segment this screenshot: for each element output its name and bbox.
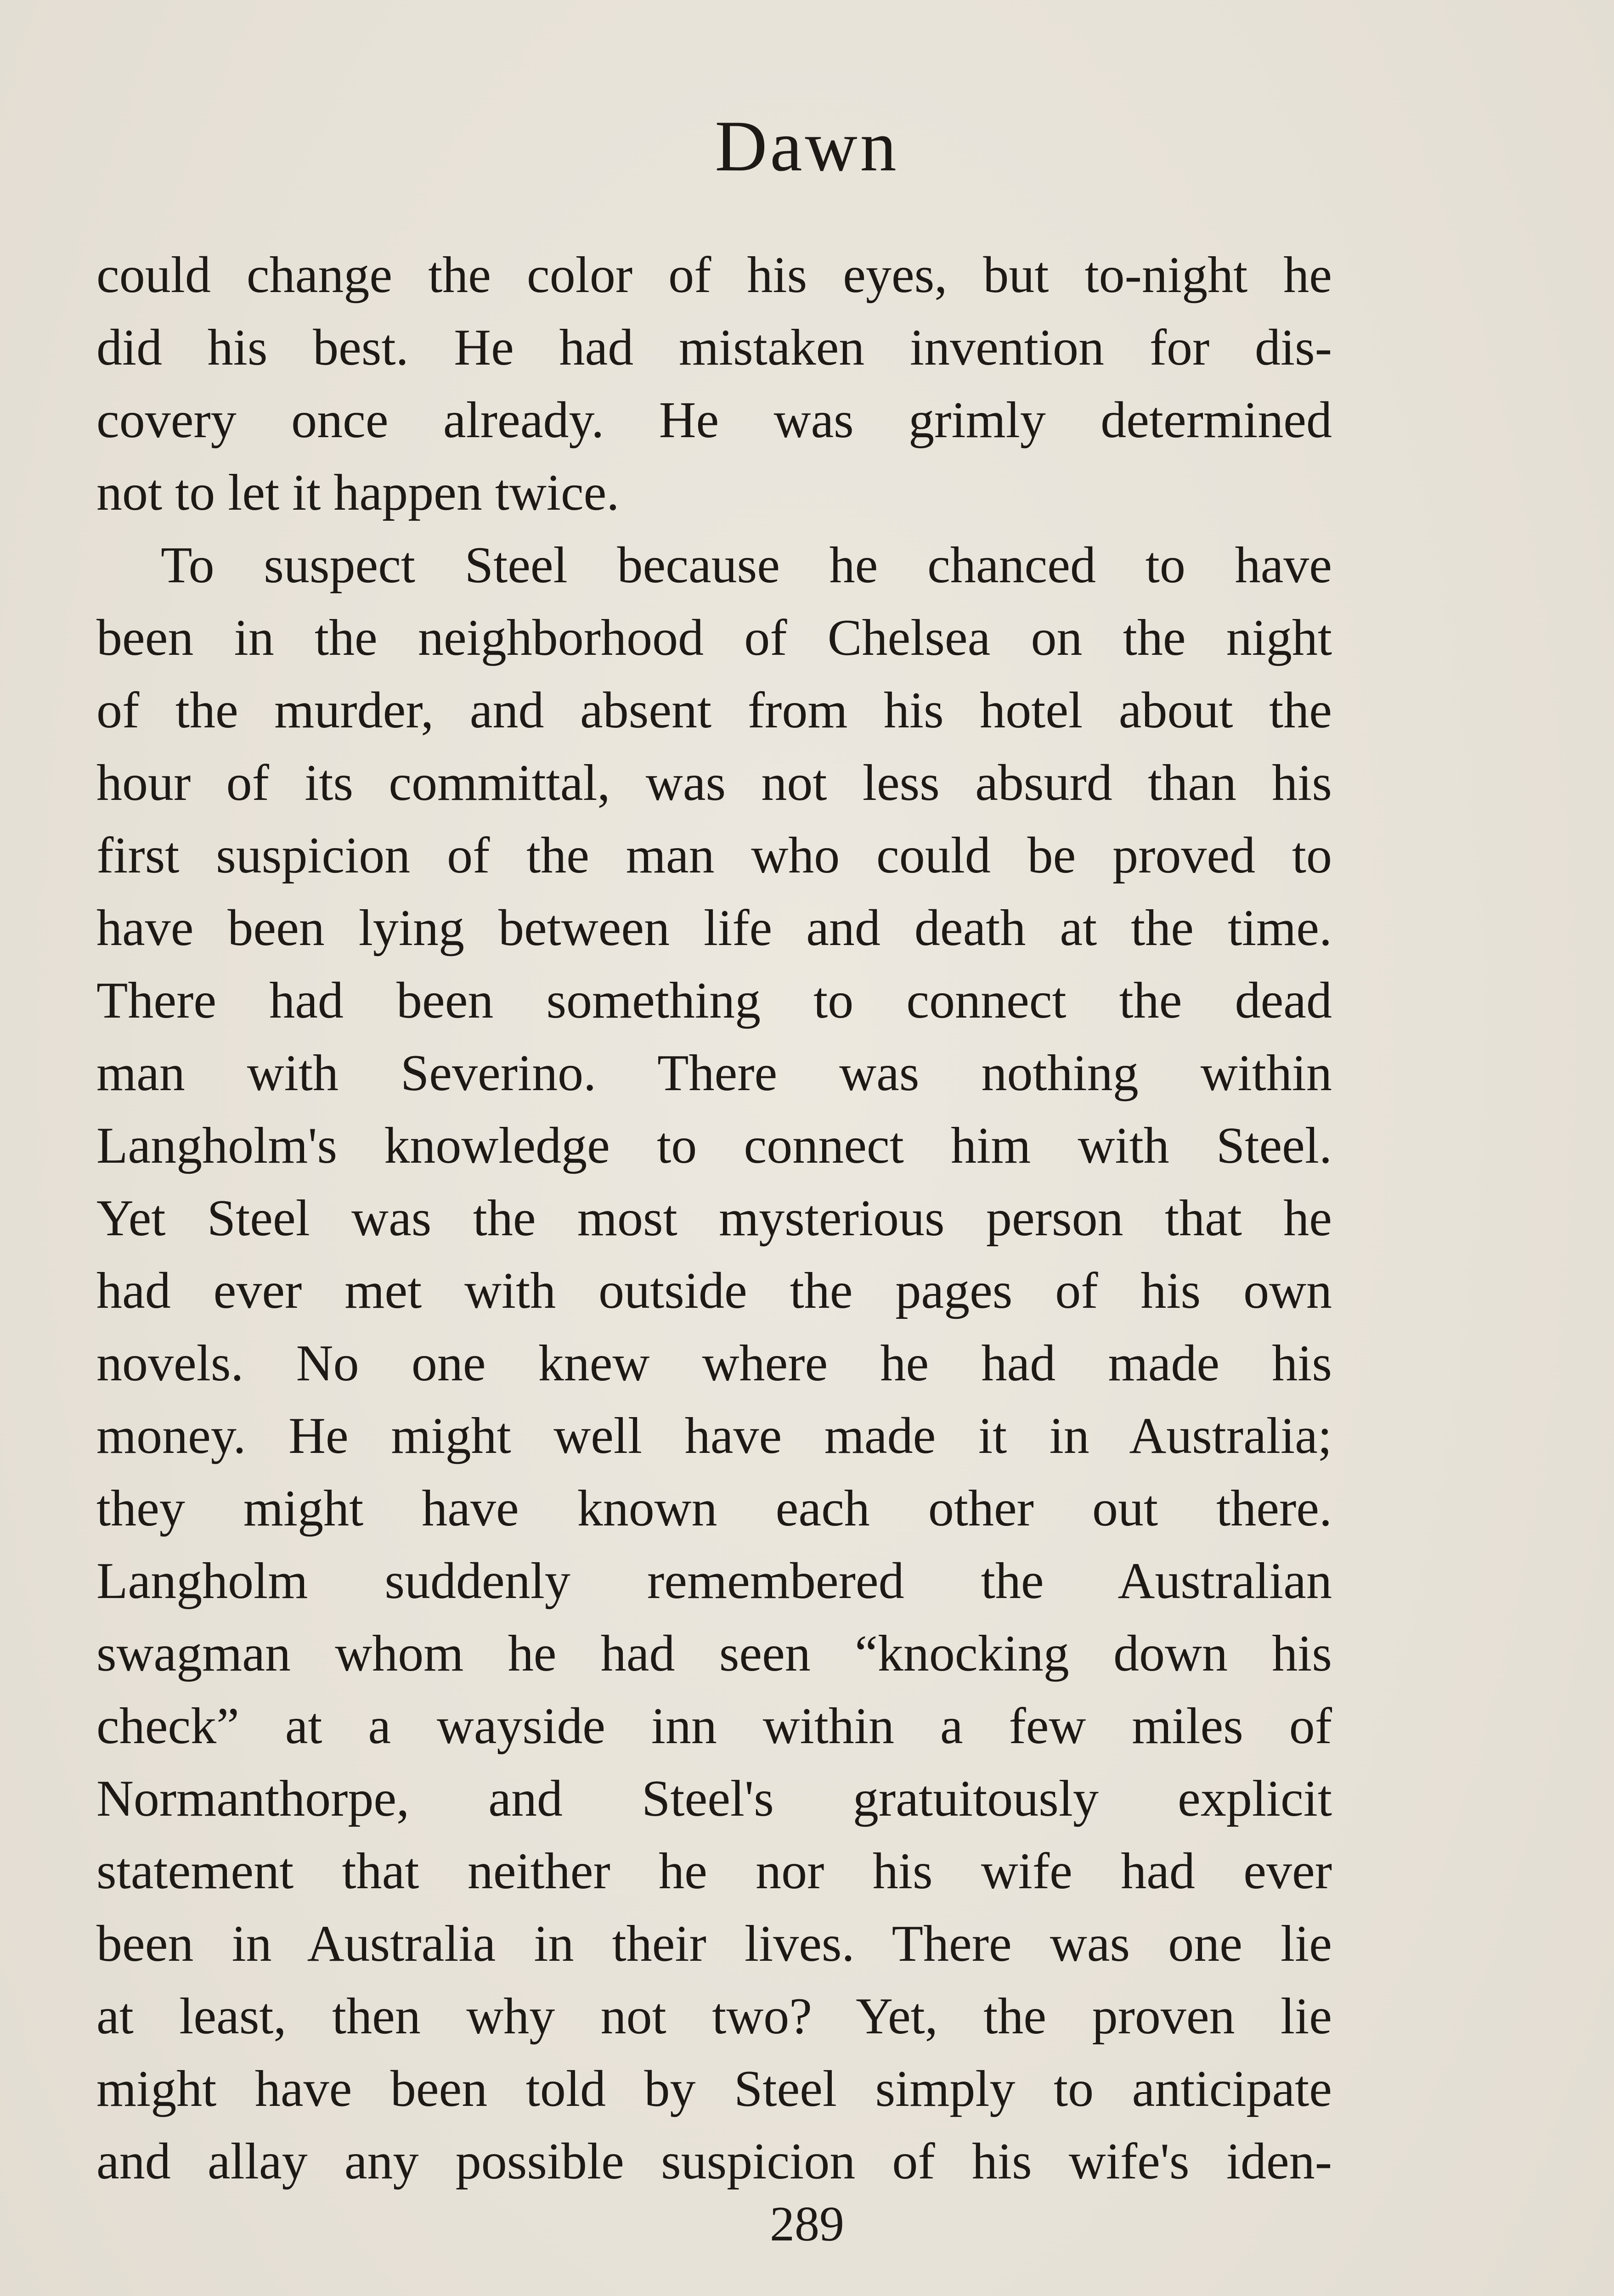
text-line: and allay any possible suspicion of his wife's iden-	[96, 2133, 1332, 2190]
text-line: been in the neighborhood of Chelsea on the night	[96, 609, 1332, 666]
text-line: swagman whom he had seen “knocking down his	[96, 1625, 1332, 1682]
text-line: they might have known each other out there.	[96, 1480, 1332, 1537]
text-line: might have been told by Steel simply to anticipate	[96, 2060, 1332, 2117]
text-line: of the murder, and absent from his hotel about the	[96, 682, 1332, 739]
text-line: Yet Steel was the most mysterious person that he	[96, 1190, 1332, 1247]
text-line: statement that neither he nor his wife had ever	[96, 1843, 1332, 1900]
text-line: man with Severino. There was nothing within	[96, 1045, 1332, 1102]
text-line: hour of its committal, was not less absurd than his	[96, 754, 1332, 811]
text-line: at least, then why not two? Yet, the proven lie	[96, 1988, 1332, 2045]
text-line: not to let it happen twice.	[96, 464, 620, 521]
text-line: did his best. He had mistaken invention for dis-	[96, 319, 1332, 376]
text-line: To suspect Steel because he chanced to have	[161, 537, 1332, 594]
text-line: first suspicion of the man who could be proved to	[96, 827, 1332, 884]
text-line: novels. No one knew where he had made his	[96, 1335, 1332, 1392]
text-line: Langholm's knowledge to connect him with Steel.	[96, 1117, 1332, 1174]
text-line: had ever met with outside the pages of his own	[96, 1262, 1332, 1319]
text-line: Normanthorpe, and Steel's gratuitously explicit	[96, 1770, 1332, 1827]
page-number: 289	[770, 2197, 844, 2251]
text-line: check” at a wayside inn within a few miles of	[96, 1698, 1332, 1755]
text-line: been in Australia in their lives. There was one lie	[96, 1915, 1332, 1972]
text-line: Langholm suddenly remembered the Australian	[96, 1553, 1332, 1609]
text-line: have been lying between life and death at the time.	[96, 900, 1332, 957]
text-line: covery once already. He was grimly determined	[96, 392, 1332, 449]
text-line: money. He might well have made it in Australia;	[96, 1407, 1332, 1464]
text-line: could change the color of his eyes, but to-night he	[96, 247, 1332, 304]
text-line: There had been something to connect the dead	[96, 972, 1332, 1029]
running-head: Dawn	[715, 106, 899, 186]
body-text	[96, 239, 1332, 2198]
